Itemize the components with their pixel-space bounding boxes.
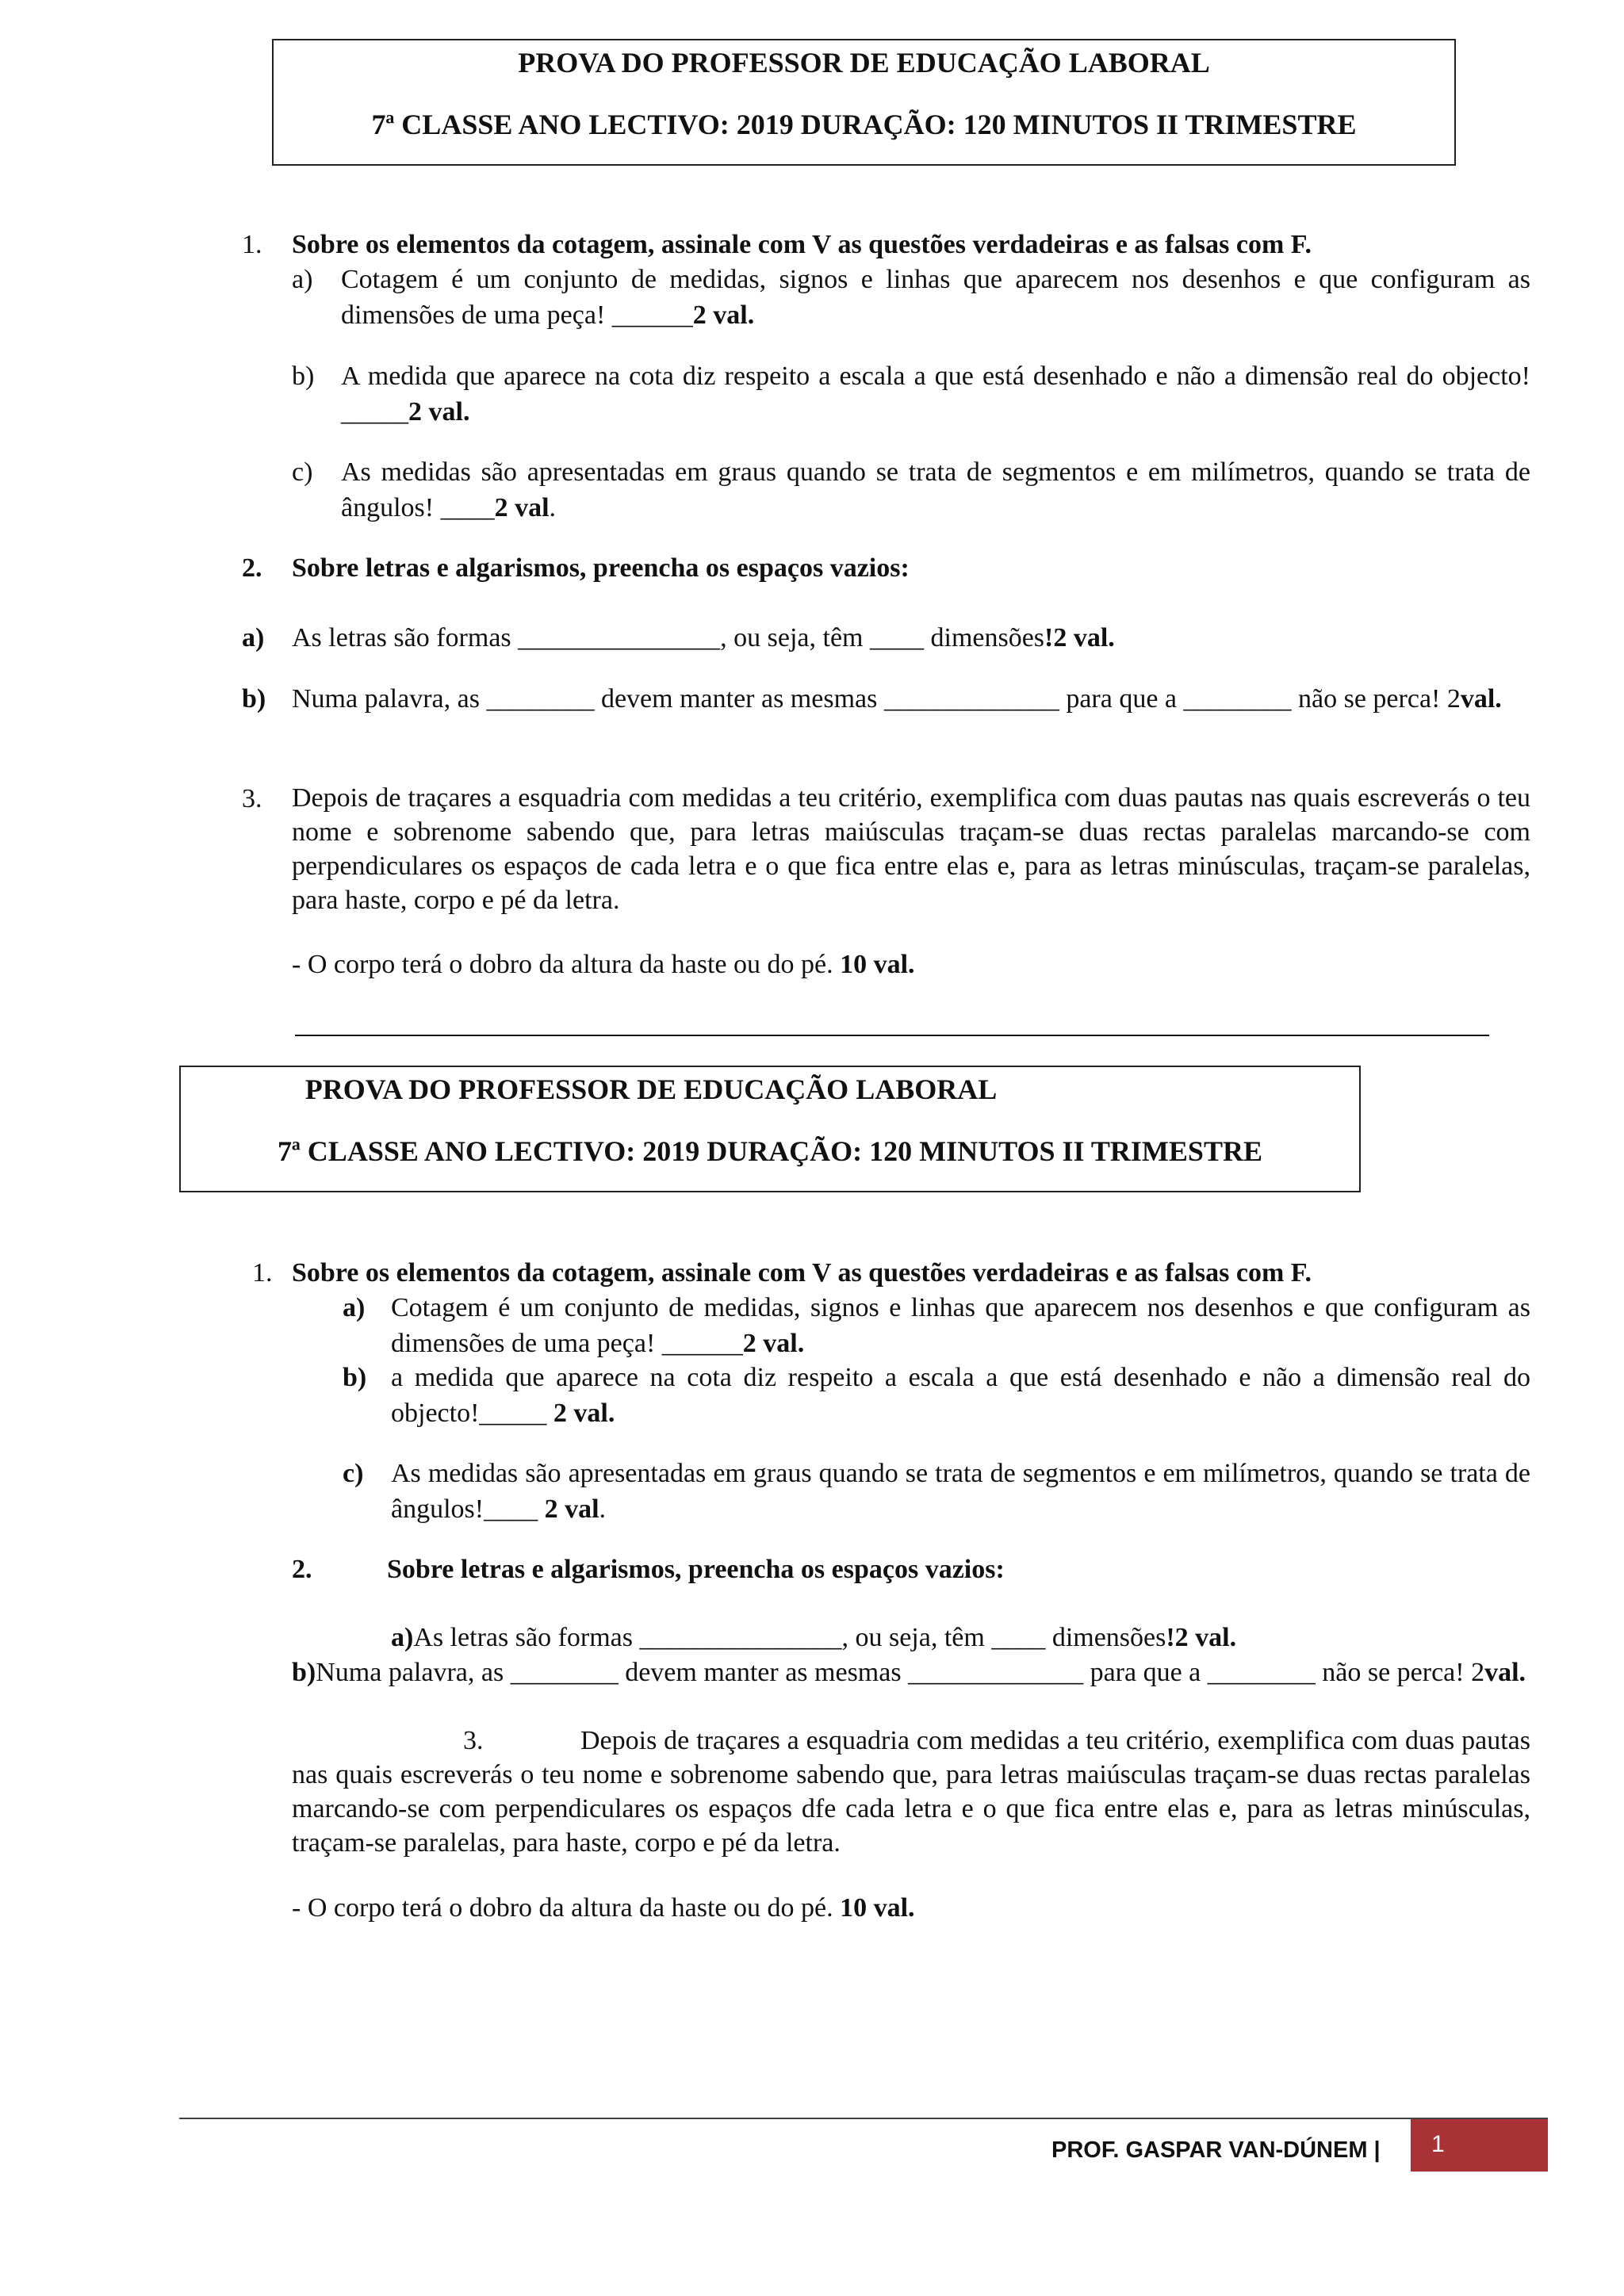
page-number-badge (1411, 2119, 1548, 2172)
exam2-q3-statement: Depois de traçares a esquadria com medidas a teu critério, exemplifica com duas pautas nas quais escreverás o teu nome e sobrenome sabendo que, para letras maiúsculas traçam-se duas rectas paralelas marcando-se com perpendiculares os espaços dfe cada letra e o que fica entre elas e, para as letras minúsculas, traçam-se paralelas, para haste, corpo e pé da letra. (292, 1726, 1530, 1858)
exam2-q1-number: 1. (252, 1258, 273, 1288)
exam1-header-box (272, 39, 1456, 166)
exam2-q2b-label: b) (292, 1658, 316, 1687)
exam2-q1a-score: 2 val. (742, 1329, 805, 1358)
exam1-header-title: PROVA DO PROFESSOR DE EDUCAÇÃO LABORAL (518, 47, 1210, 78)
exam2-q2b-score: val. (1484, 1658, 1526, 1687)
exam2-q1c-text (391, 1456, 1530, 1527)
exam2-q2-number: 2. (292, 1555, 312, 1584)
page-number: 1 (1431, 2131, 1445, 2157)
exam2-q2a-score: !2 val. (1166, 1623, 1237, 1652)
exam2-q2b-statement: Numa palavra, as ________ devem manter as mesmas _____________ para que a ________ não se perca! 2 (316, 1658, 1485, 1687)
exam1-q2b-text (292, 681, 1530, 717)
exam1-q1b-text (341, 358, 1530, 430)
exam1-q3-score: 10 val. (840, 950, 915, 979)
exam1-q2b-statement: Numa palavra, as ________ devem manter as mesmas _____________ para que a ________ não se perca! 2 (292, 684, 1461, 714)
exam1-q2a-score: !2 val. (1044, 623, 1115, 652)
exam1-q1b-statement: A medida que aparece na cota diz respeito a escala a que está desenhado e não a dimensão real do objecto! _____ (341, 362, 1530, 427)
exam1-q2a-label: a) (242, 623, 265, 652)
exam1-q1a-statement: Cotagem é um conjunto de medidas, signos e linhas que aparecem nos desenhos e que configuram as dimensões de uma peça! ______ (341, 265, 1530, 330)
exam2-header-box (179, 1066, 1361, 1192)
exam2-q1b-score: 2 val. (553, 1399, 615, 1428)
exam1-q1-title: Sobre os elementos da cotagem, assinale com V as questões verdadeiras e as falsas com F. (292, 230, 1312, 259)
exam1-q3-text: Depois de traçares a esquadria com medidas a teu critério, exemplifica com duas pautas nas quais escreverás o teu nome e sobrenome sabendo que, para letras maiúsculas traçam-se duas rectas paralelas marcando-se com perpendiculares os espaços de cada letra e o que fica entre elas e, para as letras minúsculas, traçam-se paralelas, para haste, corpo e pé da letra. (292, 783, 1530, 915)
exam1-q1c-score: 2 val (494, 493, 550, 522)
exam1-q1c-statement: As medidas são apresentadas em graus quando se trata de segmentos e em milímetros, quando se trata de ângulos! ____ (341, 457, 1530, 522)
exam1-q1a-label: a) (292, 265, 313, 294)
exam2-header-info: 7ª CLASSE ANO LECTIVO: 2019 DURAÇÃO: 120 MINUTOS II TRIMESTRE (278, 1135, 1262, 1167)
exam2-q1c-label: c) (343, 1459, 364, 1488)
exam2-q1c-score: 2 val (544, 1494, 599, 1524)
exam1-q3-note-text: - O corpo terá o dobro da altura da haste ou do pé. (292, 950, 841, 979)
exam1-q2a-text (292, 620, 1115, 656)
exam2-q1a-label: a) (343, 1293, 366, 1322)
exam1-q1-number: 1. (242, 230, 262, 259)
exam2-q2a-statement: As letras são formas _______________, ou seja, têm ____ dimensões (413, 1623, 1166, 1652)
section-separator (295, 1035, 1489, 1036)
exam2-q3-score: 10 val. (840, 1893, 915, 1923)
exam2-q1c-statement: As medidas são apresentadas em graus quando se trata de segmentos e em milímetros, quando se trata de ângulos!____ (391, 1459, 1530, 1524)
footer-author: PROF. GASPAR VAN-DÚNEM | (1051, 2137, 1381, 2163)
exam2-q2-title: Sobre letras e algarismos, preencha os espaços vazios: (387, 1555, 1005, 1584)
exam2-q1a-text (391, 1290, 1530, 1361)
exam2-q1b-text (391, 1360, 1530, 1431)
exam1-q1c-score-end: . (549, 493, 557, 522)
exam1-q1b-label: b) (292, 362, 315, 391)
exam1-q3-number: 3. (242, 784, 262, 813)
exam1-q2-title: Sobre letras e algarismos, preencha os espaços vazios: (292, 553, 910, 583)
exam2-q3-number: 3. (463, 1726, 484, 1755)
exam2-q1b-statement: a medida que aparece na cota diz respeito a escala a que está desenhado e não a dimensão real do objecto!_____ (391, 1363, 1530, 1428)
exam1-header-info: 7ª CLASSE ANO LECTIVO: 2019 DURAÇÃO: 120 MINUTOS II TRIMESTRE (371, 109, 1357, 140)
exam1-q1a-text (341, 262, 1530, 333)
exam2-q2a-label: a) (391, 1623, 414, 1652)
exam2-q2a-text (391, 1620, 1236, 1655)
exam1-q1b-score: 2 val. (408, 397, 470, 427)
exam2-q1b-label: b) (343, 1363, 367, 1392)
exam1-q2a-statement: As letras são formas _______________, ou seja, têm ____ dimensões (292, 623, 1045, 652)
exam1-q1a-score: 2 val. (692, 300, 755, 330)
exam1-q1c-label: c) (292, 457, 313, 487)
exam2-q1a-statement: Cotagem é um conjunto de medidas, signos e linhas que aparecem nos desenhos e que configuram as dimensões de uma peça! ______ (391, 1293, 1530, 1358)
exam1-q1c-text (341, 454, 1530, 526)
exam2-header-title: PROVA DO PROFESSOR DE EDUCAÇÃO LABORAL (304, 1073, 998, 1105)
exam1-q2b-score: val. (1460, 684, 1502, 714)
exam1-q3-note (292, 947, 915, 982)
exam2-q1-title: Sobre os elementos da cotagem, assinale com V as questões verdadeiras e as falsas com F. (292, 1258, 1312, 1288)
exam2-q2b-text (292, 1655, 1530, 1690)
exam1-q2-number: 2. (242, 553, 262, 583)
exam2-q3-text (292, 1724, 1530, 1860)
footer-rule (179, 2118, 1548, 2119)
exam2-q3-note-text: - O corpo terá o dobro da altura da haste ou do pé. (292, 1893, 841, 1923)
exam2-q3-note (292, 1890, 915, 1926)
exam2-q1c-score-end: . (599, 1494, 607, 1524)
exam1-q2b-label: b) (242, 684, 266, 714)
